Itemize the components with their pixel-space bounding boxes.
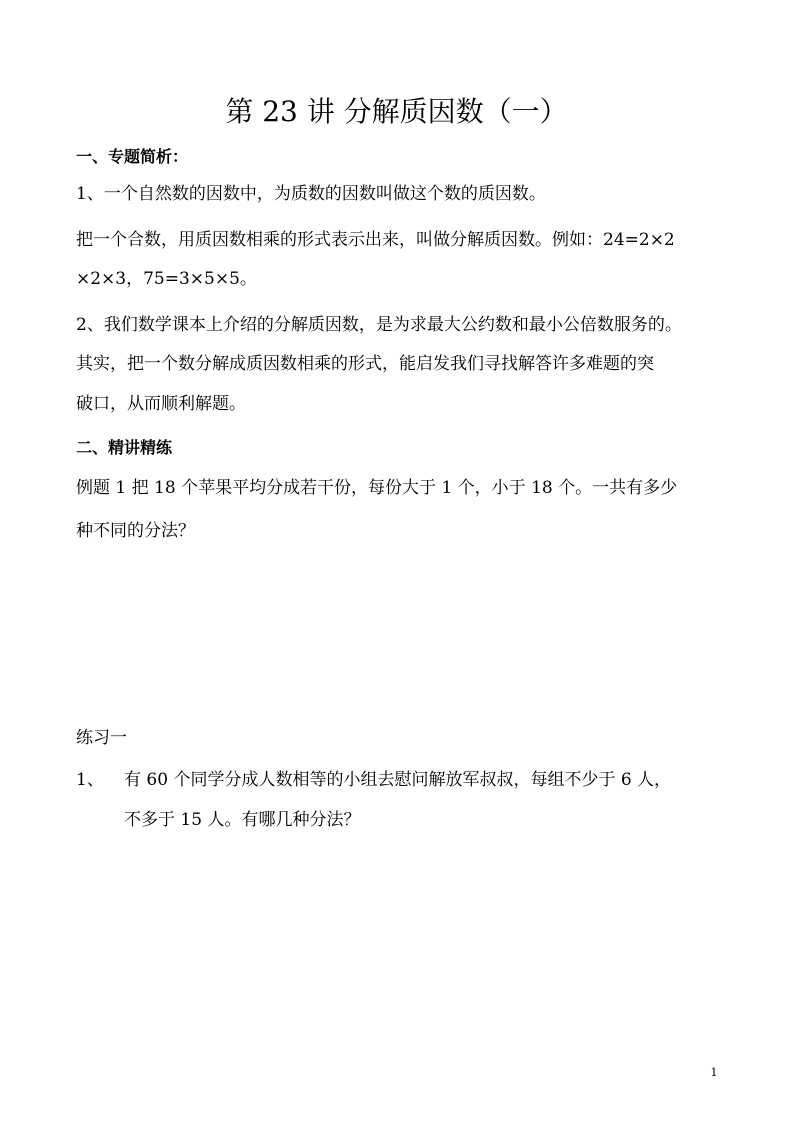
exercise-heading: 练习一 [76,728,127,748]
exercise-item-number: 1、 [76,770,104,790]
page-title: 第 23 讲 分解质因数（一） [225,95,568,128]
paragraph-factorization-line-2: ×2×3，75=3×5×5。 [76,269,257,289]
paragraph-purpose-line-2: 其实，把一个数分解成质因数相乘的形式，能启发我们寻找解答许多难题的突 [76,354,654,374]
paragraph-prime-factor-definition: 1、一个自然数的因数中，为质数的因数叫做这个数的质因数。 [76,184,546,204]
page-number: 1 [710,1066,718,1079]
section-heading-analysis: 一、专题简析： [76,147,189,166]
paragraph-purpose-line-1: 2、我们数学课本上介绍的分解质因数，是为求最大公约数和最小公倍数服务的。 [76,315,682,335]
exercise-item-1-line-2: 不多于 15 人。有哪几种分法？ [124,810,361,830]
example-1-line-1: 例题 1 把 18 个苹果平均分成若干份，每份大于 1 个，小于 18 个。一共有多少 [76,478,678,498]
paragraph-factorization-line-1: 把一个合数，用质因数相乘的形式表示出来，叫做分解质因数。例如：24=2×2 [76,230,675,250]
section-heading-practice: 二、精讲精练 [76,438,173,457]
paragraph-purpose-line-3: 破口，从而顺利解题。 [76,394,246,414]
example-1-line-2: 种不同的分法？ [76,521,195,541]
exercise-item-1-line-1: 有 60 个同学分成人数相等的小组去慰问解放军叔叔，每组不少于 6 人， [124,770,672,790]
